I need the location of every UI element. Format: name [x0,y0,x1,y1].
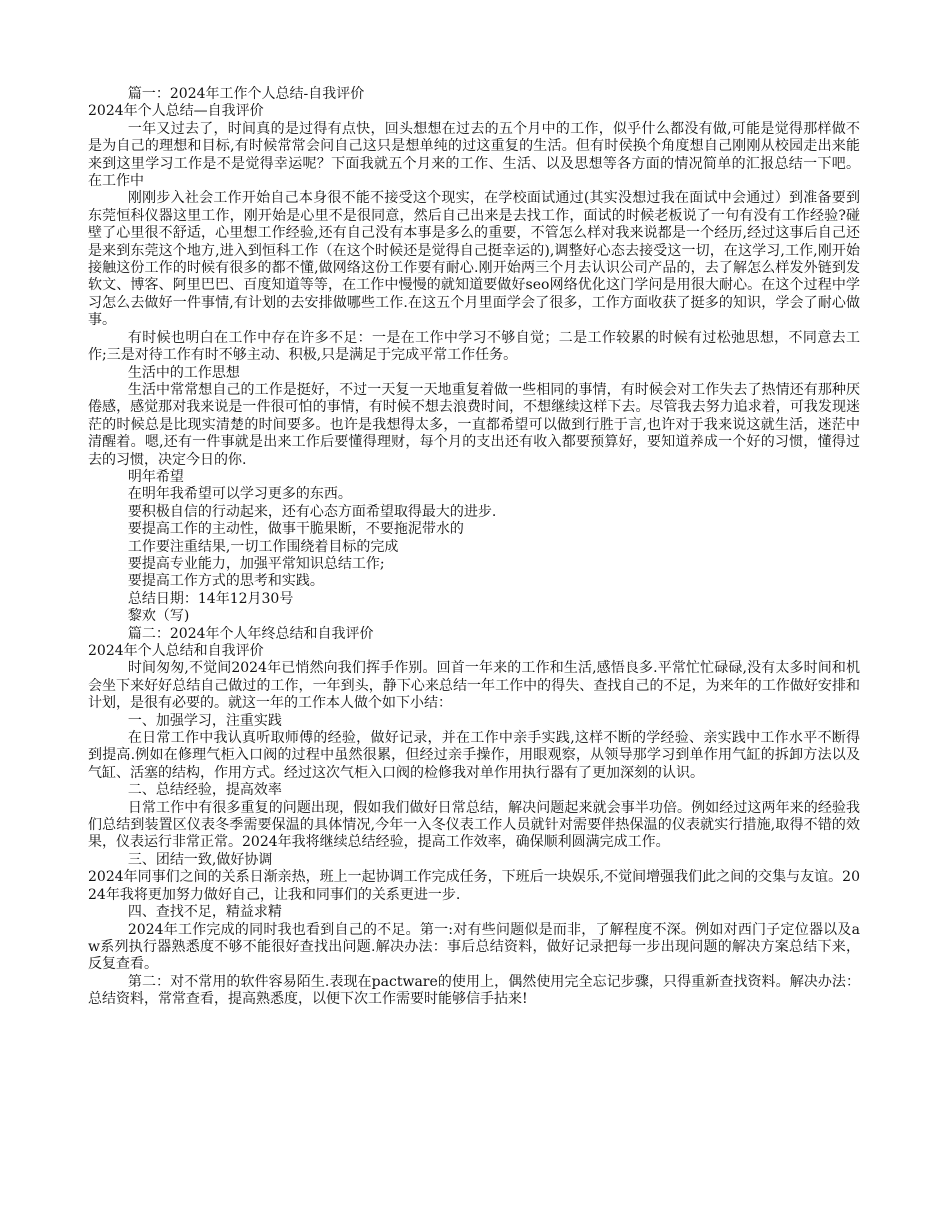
paragraph: 刚刚步入社会工作开始自己本身很不能不接受这个现实，在学校面试通过(其实没想过我在面试中会通过）到准备要到东莞恒科仪器这里工作，刚开始是心里不是很同意，然后自己出来是去找工作，面试的时候老板说了一句有没有工作经验?碰壁了心里很不舒适，心里想工作经验,还有自己没有本事是多么的重要，不管怎么样对我来说都是一个经历,经过这事后自己还是来到东莞这个地方,进入到恒科工作（在这个时候还是觉得自己挺幸运的),调整好心态去接受这一切，在这学习,工作,刚开始接触这份工作的时候有很多的都不懂,做网络这份工作要有耐心.刚开始两三个月去认识公司产品的，去了解怎么样发外链到发软文、博客、阿里巴巴、百度知道等等，在工作中慢慢的就知道要做好seo网络优化这门学问是用很大耐心。在这个过程中学习怎么去做好一件事情,有计划的去安排做哪些工作.在这五个月里面学会了很多，工作方面收获了挺多的知识，学会了耐心做事。 [88,190,860,329]
paragraph: 一年又过去了，时间真的是过得有点快，回头想想在过去的五个月中的工作，似乎什么都没有做,可能是觉得那样做不是为自己的理想和目标,有时候常常会问自己这只是想单纯的过这重复的生活。但有时侯换个角度想自己刚刚从校园走出来能来到这里学习工作是不是觉得幸运呢？下面我就五个月来的工作、生活、以及思想等各方面的情况简单的汇报总结一下吧。 在工作中 [88,120,860,190]
paragraph: 生活中常常想自己的工作是挺好，不过一天复一天地重复着做一些相同的事情，有时候会对工作失去了热情还有那种厌倦感，感觉那对我来说是一件很可怕的事情，有时候不想去浪费时间，不想继续这样下去。尽管我去努力追求着，可我发现迷茫的时候总是比现实清楚的时间要多。也许是我想得太多，一直都希望可以做到行胜于言,也许对于我来说这就生活，迷茫中清醒着。嗯,还有一件事就是出来工作后要懂得理财，每个月的支出还有收入都要预算好，要知道养成一个好的习惯，懂得过去的习惯，决定今日的你. [88,381,860,468]
paragraph: 要提高专业能力，加强平常知识总结工作; [127,555,385,572]
document-body [88,86,860,1009]
paragraph: 2024年工作完成的同时我也看到自己的不足。第一:对有些问题似是而非，了解程度不深。例如对西门子定位器以及aw系列执行器熟悉度不够不能很好查找出问题.解决办法：事后总结资料，做好记录把每一步出现问题的解决方案总结下来，反复查看。 [88,921,860,973]
paragraph: 工作要注重结果,一切工作围绕着目标的完成 [127,538,399,555]
paragraph: 总结日期：14年12月30号 [127,590,294,607]
paragraph: 2024年个人总结和自我评价 [88,643,264,659]
paragraph: 三、团结一致,做好协调 [127,851,273,868]
paragraph: 明年希望 [127,468,184,485]
paragraph: 黎欢（写) [127,608,190,625]
paragraph: 篇二：2024年个人年终总结和自我评价 [127,625,374,642]
paragraph: 有时候也明白在工作中存在许多不足：一是在工作中学习不够自觉；二是工作较累的时候有过松弛思想，不同意去工作;三是对待工作有时不够主动、积极,只是满足于完成平常工作任务。 [88,329,860,364]
paragraph: 2024年个人总结—自我评价 [88,103,264,120]
paragraph: 日常工作中有很多重复的问题出现，假如我们做好日常总结，解决问题起来就会事半功倍。例如经过这两年来的经验我们总结到装置区仪表冬季需要保温的具体情况,今年一入冬仪表工作人员就针对需要伴热保温的仪表就实行措施,取得不错的效果，仪表运行非常正常。2024年我将继续总结经验，提高工作效率，确保顺利圆满完成工作。 [88,799,860,851]
paragraph: 篇一：2024年工作个人总结-自我评价 [127,86,365,102]
paragraph: 在日常工作中我认真听取师傅的经验，做好记录，并在工作中亲手实践,这样不断的学经验、亲实践中工作水平不断得到提高.例如在修理气柜入口阀的过程中虽然很累，但经过亲手操作，用眼观察，从领导那学习到单作用气缸的拆卸方法以及气缸、活塞的结构，作用方式。经过这次气柜入口阀的检修我对单作用执行器有了更加深刻的认识。 [88,730,860,781]
paragraph: 一、加强学习，注重实践 [127,712,282,729]
paragraph: 要提高工作方式的思考和实践。 [127,573,324,590]
paragraph: 在明年我希望可以学习更多的东西。 [127,486,352,503]
paragraph: 第二：对不常用的软件容易陌生.表现在pactware的使用上，偶然使用完全忘记步骤，只得重新查找资料。解决办法：总结资料，常常查看，提高熟悉度，以便下次工作需要时能够信手拈来! [88,973,860,1008]
paragraph: 要提高工作的主动性，做事干脆果断，不要拖泥带水的 [127,521,464,538]
paragraph: 生活中的工作思想 [127,364,240,381]
paragraph: 二、总结经验，提高效率 [127,782,282,799]
paragraph: 要积极自信的行动起来，还有心态方面希望取得最大的进步. [127,503,497,520]
paragraph: 2024年同事们之间的关系日渐亲热，班上一起协调工作完成任务，下班后一块娱乐,不觉间增强我们此之间的交集与友谊。2024年我将更加努力做好自己，让我和同事们的关系更进一步. [88,869,860,903]
paragraph: 时间匆匆,不觉间2024年已悄然向我们挥手作别。回首一年来的工作和生活,感悟良多.平常忙忙碌碌,没有太多时间和机会坐下来好好总结自己做过的工作，一年到头，静下心来总结一年工作中的得失、查找自己的不足，为来年的工作做好安排和计划，是很有必要的。就这一年的工作本人做个如下小结： [88,660,860,712]
paragraph: 四、查找不足，精益求精 [127,904,282,921]
